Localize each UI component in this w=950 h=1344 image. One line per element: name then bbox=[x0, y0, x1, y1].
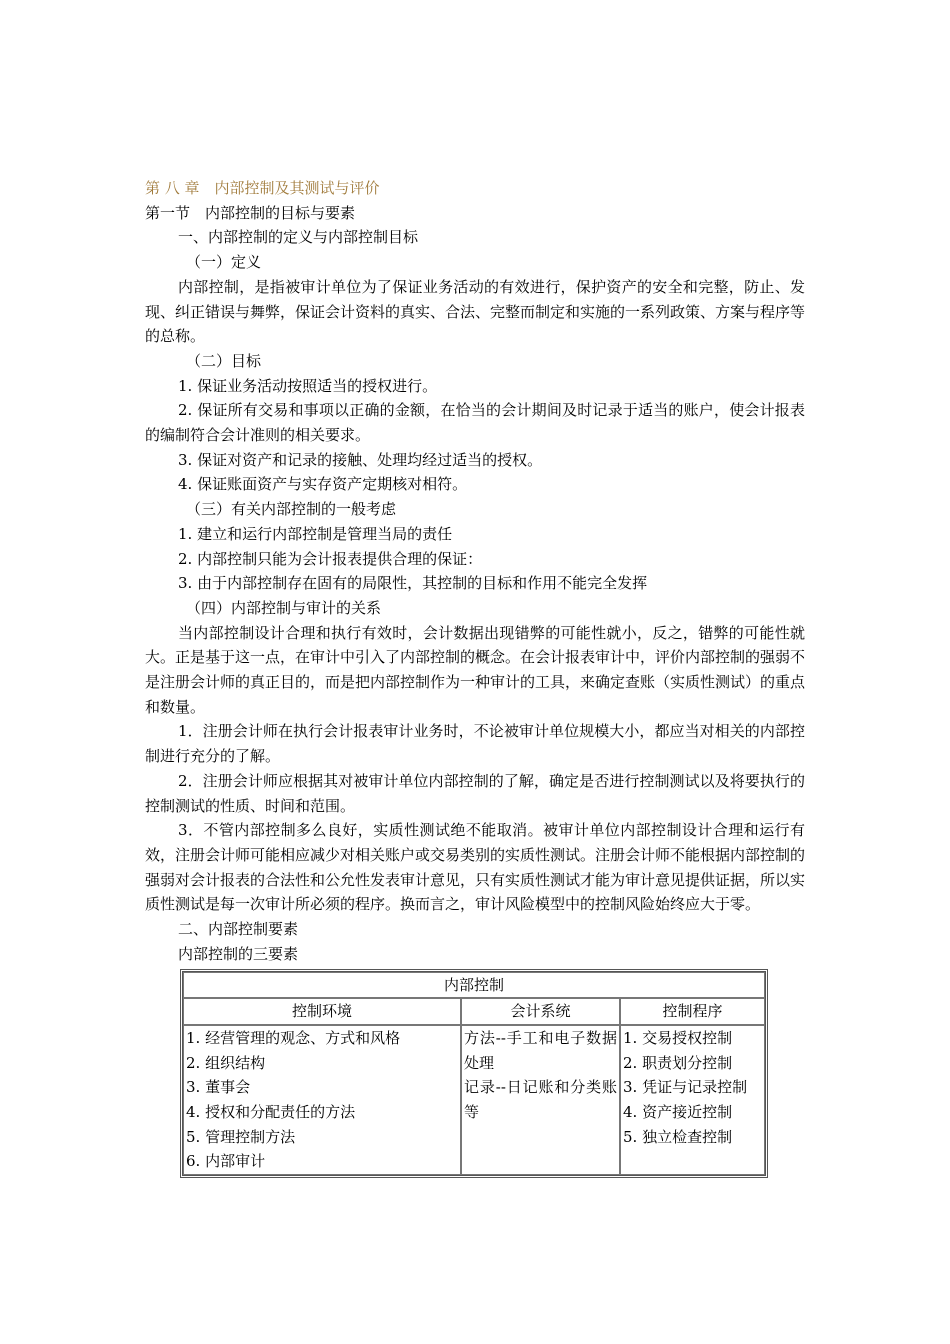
table-body-row bbox=[183, 1025, 765, 1175]
list-item: 方法--手工和电子数据处理 bbox=[464, 1028, 617, 1072]
consider-item-1: 1. 建立和运行内部控制是管理当局的责任 bbox=[178, 524, 453, 543]
goal-item-1: 1. 保证业务活动按照适当的授权进行。 bbox=[178, 376, 438, 395]
goal-item-3: 3. 保证对资产和记录的接触、处理均经过适当的授权。 bbox=[178, 450, 543, 469]
list-item: 2. 组织结构 bbox=[186, 1053, 266, 1072]
list-item: 4. 资产接近控制 bbox=[623, 1103, 733, 1122]
column-header: 控制程序 bbox=[620, 998, 765, 1025]
sub1-title: （一）定义 bbox=[186, 253, 262, 272]
list-item: 5. 独立检查控制 bbox=[623, 1127, 733, 1146]
goal-item-2: 2. 保证所有交易和事项以正确的金额，在恰当的会计期间及时记录于适当的账户，使会计报表的编制符合会计准则的相关要求。 bbox=[145, 401, 805, 445]
list-item: 4. 授权和分配责任的方法 bbox=[186, 1103, 356, 1122]
list-item: 2. 职责划分控制 bbox=[623, 1053, 733, 1072]
consider-item-3: 3. 由于内部控制存在固有的局限性，其控制的目标和作用不能完全发挥 bbox=[178, 574, 648, 593]
relation-item-1: 1．注册会计师在执行会计报表审计业务时，不论被审计单位规模大小，都应当对相关的内部控制进行充分的了解。 bbox=[145, 722, 805, 766]
part1-title: 一、内部控制的定义与内部控制目标 bbox=[178, 228, 419, 247]
table-header-row bbox=[183, 998, 765, 1025]
sub4-title: （四）内部控制与审计的关系 bbox=[186, 598, 382, 617]
list-item: 5. 管理控制方法 bbox=[186, 1127, 296, 1146]
chapter-title: 第 八 章 内部控制及其测试与评价 bbox=[145, 179, 380, 197]
part2-title: 二、内部控制要素 bbox=[178, 920, 299, 939]
control-procedures-cell bbox=[620, 1025, 765, 1175]
three-elements-table bbox=[180, 969, 768, 1179]
goal-item-4: 4. 保证账面资产与实存资产定期核对相符。 bbox=[178, 475, 468, 494]
sub2-title: （二）目标 bbox=[186, 351, 262, 370]
three-elements-table-wrapper bbox=[180, 969, 768, 1179]
table-caption: 内部控制的三要素 bbox=[178, 944, 299, 963]
relation-item-2: 2．注册会计师应根据其对被审计单位内部控制的了解，确定是否进行控制测试以及将要执行的控制测试的性质、时间和范围。 bbox=[145, 771, 805, 815]
definition-paragraph: 内部控制，是指被审计单位为了保证业务活动的有效进行，保护资产的安全和完整，防止、发现、纠正错误与舞弊，保证会计资料的真实、合法、完整而制定和实施的一系列政策、方案与程序等的总称。 bbox=[145, 277, 806, 346]
relation-item-3: 3．不管内部控制多么良好，实质性测试绝不能取消。被审计单位内部控制设计合理和运行有效，注册会计师可能相应减少对相关账户或交易类别的实质性测试。注册会计师不能根据内部控制的强弱对会计报表的合法性和公允性发表审计意见，只有实质性测试才能为审计意见提供证据，所以实质性测试是每一次审计所必须的程序。换而言之，审计风险模型中的控制风险始终应大于零。 bbox=[145, 821, 806, 914]
list-item: 6. 内部审计 bbox=[186, 1152, 266, 1171]
relation-paragraph: 当内部控制设计合理和执行有效时，会计数据出现错弊的可能性就小，反之，错弊的可能性就大。正是基于这一点，在审计中引入了内部控制的概念。在会计报表审计中，评价内部控制的强弱不是注册会计师的真正目的，而是把内部控制作为一种审计的工具，来确定查账（实质性测试）的重点和数量。 bbox=[145, 623, 806, 716]
document-page bbox=[145, 176, 805, 1178]
list-item: 记录--日记账和分类账等 bbox=[464, 1078, 617, 1122]
sub3-title: （三）有关内部控制的一般考虑 bbox=[186, 500, 397, 519]
accounting-system-cell bbox=[461, 1025, 620, 1175]
table-title-row bbox=[183, 972, 765, 999]
list-item: 3. 凭证与记录控制 bbox=[623, 1078, 748, 1097]
list-item: 1. 交易授权控制 bbox=[623, 1028, 733, 1047]
list-item: 3. 董事会 bbox=[186, 1078, 251, 1097]
control-environment-cell bbox=[183, 1025, 461, 1175]
consider-item-2: 2. 内部控制只能为会计报表提供合理的保证： bbox=[178, 549, 483, 568]
section-title: 第一节 内部控制的目标与要素 bbox=[145, 203, 356, 222]
column-header: 会计系统 bbox=[461, 998, 620, 1025]
table-title: 内部控制 bbox=[183, 972, 765, 999]
column-header: 控制环境 bbox=[183, 998, 461, 1025]
list-item: 1. 经营管理的观念、方式和风格 bbox=[186, 1028, 401, 1047]
